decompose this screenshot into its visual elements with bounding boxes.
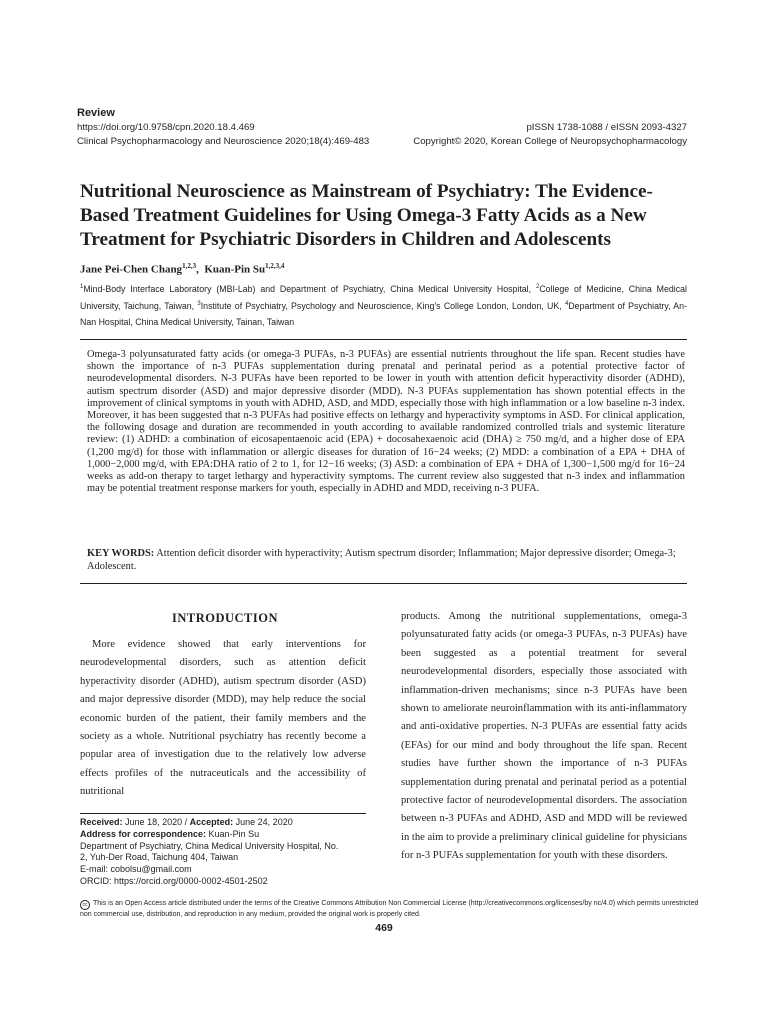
address-line: 2, Yuh-Der Road, Taichung 404, Taiwan <box>80 852 239 863</box>
affiliation-text: Mind-Body Interface Laboratory (MBI-Lab) and Department of Psychiatry, China Medical University Hospital, <box>83 283 536 294</box>
keywords-text: Attention deficit disorder with hyperactivity; Autism spectrum disorder; Inflammation; Major depressive disorder; Omega-3; Adolescent. <box>87 548 676 572</box>
accepted-date: June 24, 2020 <box>235 817 293 827</box>
license-notice <box>80 899 700 920</box>
dates-line: Received: June 18, 2020 / Accepted: June 24, 2020 <box>80 817 293 827</box>
section-heading-introduction: INTRODUCTION <box>171 611 278 625</box>
affiliation-number: 3 <box>197 301 201 308</box>
affiliation-number: 2 <box>535 284 540 290</box>
email-link[interactable]: E-mail: cobolsu@gmail.com <box>80 864 192 875</box>
creative-commons-icon: cc <box>80 900 90 910</box>
introduction-left-column: More evidence showed that early interventions for neurodevelopmental disorders, such as attention deficit hyperactivity disorder (ADHD), autism spectrum disorder (ASD) and major depressive disorder (MDD), may help reduce the social economic burden of the patient, their family members and the society as a whole. Nutritional psychiatry has recently become a popular area of investigation due to the relatively low adverse effects profiles of the nutraceuticals and the accessibility of nutritional <box>80 639 366 798</box>
received-date: June 18, 2020 <box>125 817 183 827</box>
article-title: Nutritional Neuroscience as Mainstream of Psychiatry: The Evidence-Based Treatment Guidelines for Using Omega-3 Fatty Acids as a New Treatment for Psychiatric Disorders in Children and Adolescents <box>80 181 653 250</box>
abstract-bottom-rule <box>80 583 687 584</box>
affiliation-number: 4 <box>564 301 569 308</box>
author-name: Jane Pei-Chen Chang <box>80 263 183 276</box>
introduction-right-column: products. Among the nutritional supplementations, omega-3 polyunsaturated fatty acids (or omega-3 PUFAs, n-3 PUFAs) have been suggested as a potential treatment for several neurodevelopmental disorders, especially those associated with inflammation-driven mechanisms; since n-3 PUFAs have been shown to ameliorate neuroinflammation with its anti-inflammatory and anti-oxidative properties. N-3 PUFAs are essential fatty acids (EFAs) for our mind and body throughout the life span. Recent studies have further shown the importance of n-3 PUFAs supplementation during prenatal and perinatal period as a potential protective factor of neurodevelopmental disorders. The association between n-3 PUFAs and ADHD, ASD and MDD will be reviewed in the aim to provide a preliminary clinical guideline for physicians for n-3 PUFAs supplementation for youth with these disorders. <box>401 611 687 862</box>
orcid-link[interactable]: ORCID: https://orcid.org/0000-0002-4501-2502 <box>80 875 268 886</box>
affiliation-text: Department of Psychiatry, An-Nan Hospital, China Medical University, Tainan, Taiwan <box>80 301 687 327</box>
received-label: Received: <box>80 817 123 827</box>
correspondence-name: Kuan-Pin Su <box>208 828 260 839</box>
abstract-top-rule <box>80 339 687 340</box>
page-number: 469 <box>375 922 393 934</box>
article-type-label: Review <box>77 107 115 119</box>
correspondence-label: Address for correspondence: <box>80 828 207 839</box>
accepted-label: Accepted: <box>189 817 234 827</box>
license-text: This is an Open Access article distributed under the terms of the Creative Commons Attribution Non Commercial License (http://creativecommons.org/licenses/by nc/4.0) which permits unrestricted non commercial use, distribution, and reproduction in any medium, provided the original work is properly cited. <box>80 900 699 918</box>
issn: pISSN 1738-1088 / eISSN 2093-4327 <box>526 122 687 133</box>
correspondence-footnote <box>80 817 366 888</box>
abstract: Omega-3 polyunsaturated fatty acids (or omega-3 PUFAs, n-3 PUFAs) are essential nutrients throughout the life span. Recent studies have shown the importance of n-3 PUFAs supplementation during prenatal and perinatal period as a potential protective factor of neurodevelopmental disorders. N-3 PUFAs have been reported to be lower in youth with attention deficit hyperactivity disorder (ADHD), autism spectrum disorder (ASD) and major depressive disorder (MDD). N-3 PUFAs supplementation has shown potential effects in the improvement of clinical symptoms in youth with ADHD, ASD, and MDD, especially those with high inflammation or a low baseline n-3 index. Moreover, it has been suggested that n-3 PUFAs had positive effects on lethargy and hyperactivity symptoms in ASD. For clinical application, the following dosage and duration are recommended in youth according to available randomized controlled trials and systemic literature review: (1) ADHD: a combination of eicosapentaenoic acid (EPA) + docosahexaenoic acid (DHA) ≥ 750 mg/d, and a higher dose of EPA (1,200 mg/d) for those with inflammation or allergic diseases for duration of 16−24 weeks; (2) MDD: a combination of a EPA + DHA of 1,000−2,000 mg/d, with EPA:DHA ratio of 2 to 1, for 12−16 weeks; (3) ASD: a combination of EPA + DHA of 1,300−1,500 mg/d for 16−24 weeks as add-on therapy to target lethargy and hyperactivity symptoms. The current review also suggested that n-3 index and inflammation may be potential treatment response markers for youth, especially in ADHD and MDD, receiving n-3 PUFA. <box>87 349 685 495</box>
copyright-notice: Copyright© 2020, Korean College of Neuropsychopharmacology <box>413 136 687 147</box>
affiliation-number: 1 <box>80 284 84 290</box>
affiliations <box>80 280 687 330</box>
keywords <box>87 547 685 573</box>
author-list: Jane Pei-Chen Chang$^{1,2,3}$, Kuan-Pin Su$^{1,2,3,4}$ <box>80 262 285 276</box>
affiliation-text: College of Medicine, China Medical University, Taichung, Taiwan, <box>80 283 687 312</box>
author-affiliation-marks: 1,2,3,4 <box>265 262 285 270</box>
keywords-label: KEY WORDS: <box>87 548 155 559</box>
author-affiliation-marks: 1,2,3 <box>182 262 197 270</box>
correspondence-line <box>80 829 366 841</box>
doi-link[interactable]: https://doi.org/10.9758/cpn.2020.18.4.469 <box>77 122 255 133</box>
address-line: Department of Psychiatry, China Medical University Hospital, No. <box>80 840 339 851</box>
affiliation-text: Institute of Psychiatry, Psychology and Neuroscience, King’s College London, London, UK, <box>200 301 565 312</box>
author-name: Kuan-Pin Su <box>204 263 266 276</box>
journal-citation: Clinical Psychopharmacology and Neuroscience 2020;18(4):469-483 <box>77 136 370 147</box>
footnote-rule <box>80 813 366 814</box>
